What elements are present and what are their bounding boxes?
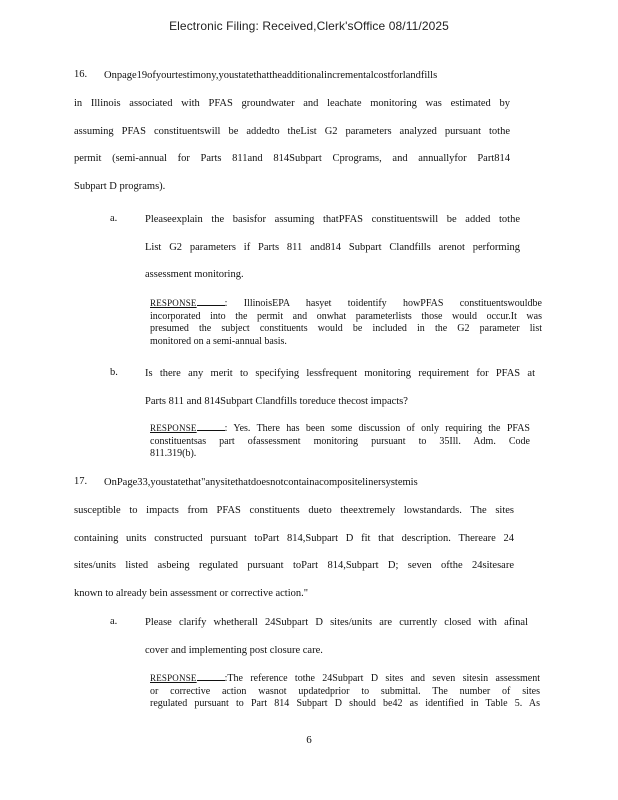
question-16-body (74, 90, 510, 200)
text-line: Pleaseexplain the basisfor assuming thatPFAS constituentswill be added tothe (145, 214, 520, 225)
text-line: Onpage19ofyourtestimony,youstatethattheadditionalincrementalcostforlandfills (104, 70, 438, 81)
text-line: OnPage33,youstatethat"anysitethatdoesnotcontainacompositelinersystemis (104, 477, 418, 488)
response-line: presumed the subject constituents would be included in the G2 parameter list (150, 323, 542, 334)
response-line: : Yes. There has been some discussion of only requiring the PFAS (224, 423, 530, 434)
text-line: assessment monitoring. (145, 269, 244, 280)
question-16-number: 16. (74, 69, 88, 80)
question-17-first-line (104, 469, 418, 497)
text-line: known to already bein assessment or corrective action." (74, 587, 309, 599)
subquestion-16a-text (145, 206, 520, 289)
filing-stamp-header: Electronic Filing: Received,Clerk'sOffice 08/11/2025 (169, 19, 449, 33)
response-line: or corrective action wasnot updatedprior to submittal. The number of sites (150, 685, 540, 697)
text-line: permit (semi-annual for Parts 811and 814Subpart Cprograms, and annuallyfor Part814 (74, 153, 510, 164)
response-label: RESPONSE (150, 298, 197, 308)
subquestion-16b-label: b. (110, 367, 118, 378)
page-number: 6 (306, 734, 312, 746)
text-line: containing units constructed pursuant toPart 814,Subpart D fit that description. Thereare 24 (74, 532, 514, 544)
text-line: susceptible to impacts from PFAS constituents dueto theextremely lowstandards. The sites (74, 505, 514, 516)
subquestion-16a-label: a. (110, 213, 118, 224)
text-line: in Illinois associated with PFAS groundwater and leachate monitoring was estimated by (74, 98, 510, 109)
question-17-body (74, 497, 514, 607)
text-line: List G2 parameters if Parts 811 and814 Subpart Clandfills arenot performing (145, 241, 520, 253)
text-line: Please clarify whetherall 24Subpart D sites/units are currently closed with afinal (145, 617, 528, 628)
response-line: regulated pursuant to Part 814 Subpart D should be42 as identified in Table 5. As (150, 698, 540, 709)
response-line: :The reference tothe 24Subpart D sites and seven sitesin assessment (224, 673, 540, 684)
response-line: incorporated into the permit and onwhat parameterlists those would occur.It was (150, 310, 542, 322)
response-label: RESPONSE (150, 423, 197, 433)
response-line: constituentsas part ofassessment monitoring pursuant to 35Ill. Adm. Code (150, 435, 530, 447)
response-line: : IllinoisEPA hasyet toidentify howPFAS constituentswouldbe (224, 298, 542, 309)
response-16b (150, 421, 530, 461)
text-line: assuming PFAS constituentswill be addedto theList G2 parameters analyzed pursuant tothe (74, 125, 510, 137)
question-16-first-line (104, 62, 438, 90)
subquestion-17a-text (145, 609, 528, 664)
text-line: cover and implementing post closure care. (145, 644, 323, 656)
response-16a (150, 296, 542, 348)
text-line: Is there any merit to specifying lessfrequent monitoring requirement for PFAS at (145, 368, 535, 379)
response-line: 811.319(b). (150, 448, 197, 459)
subquestion-16b-text (145, 360, 535, 415)
text-line: Subpart D programs). (74, 180, 166, 192)
question-17-number: 17. (74, 476, 88, 487)
text-line: Parts 811 and 814Subpart Clandfills toreduce thecost impacts? (145, 395, 408, 407)
response-17a (150, 671, 540, 711)
text-line: sites/units listed asbeing regulated pursuant toPart 814,Subpart D; seven ofthe 24sitesare (74, 560, 514, 571)
subquestion-17a-label: a. (110, 616, 118, 627)
response-line: monitored on a semi-annual basis. (150, 335, 287, 347)
response-label: RESPONSE (150, 673, 197, 683)
